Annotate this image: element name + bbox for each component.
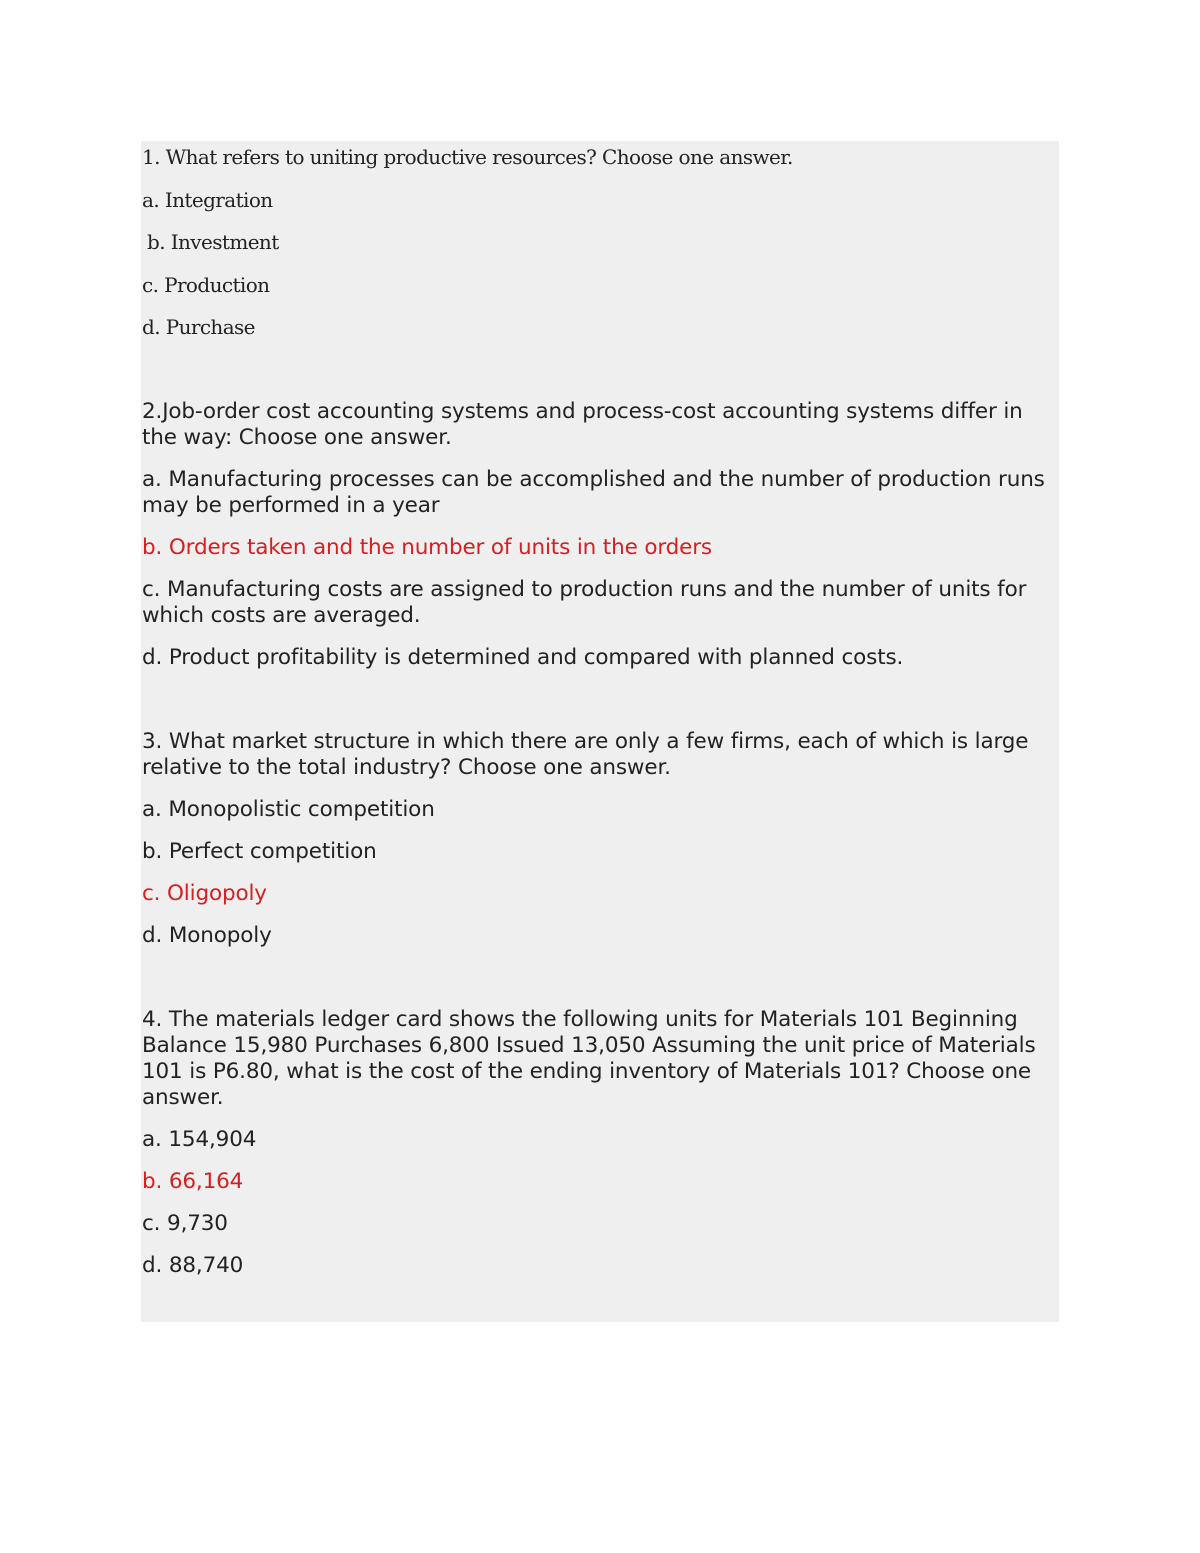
question-3-option-b: b. Perfect competition <box>142 839 377 864</box>
question-1-option-c: c. Production <box>142 272 270 297</box>
question-1-stem: 1. What refers to uniting productive resources? Choose one answer. <box>142 145 793 169</box>
question-4-option-c: c. 9,730 <box>142 1211 228 1236</box>
question-2-option-d: d. Product profitability is determined and compared with planned costs. <box>142 645 904 670</box>
question-2-stem: 2.Job-order cost accounting systems and process-cost accounting systems differ in the way: Choose one answer. <box>142 399 1023 450</box>
question-3 <box>142 729 1054 949</box>
question-4-stem: 4. The materials ledger card shows the following units for Materials 101 Beginning Balance 15,980 Purchases 6,800 Issued 13,050 Assuming the unit price of Materials 101 is P6.80, what is the cost of the ending inventory of Materials 101? Choose one answer. <box>142 1007 1036 1110</box>
question-3-stem: 3. What market structure in which there are only a few firms, each of which is large relative to the total industry? Choose one answer. <box>142 729 1029 780</box>
question-1-option-b: b. Investment <box>147 230 279 254</box>
question-4-option-a: a. 154,904 <box>142 1127 257 1152</box>
question-1-option-d: d. Purchase <box>142 315 255 339</box>
question-2-option-c: c. Manufacturing costs are assigned to production runs and the number of units for which costs are averaged. <box>142 577 1027 628</box>
question-4-option-b: b. 66,164 <box>142 1169 244 1194</box>
question-1-option-a: a. Integration <box>142 187 273 212</box>
question-3-option-a: a. Monopolistic competition <box>142 797 435 822</box>
question-2 <box>142 399 1054 671</box>
question-4 <box>142 1007 1054 1279</box>
question-2-option-b: b. Orders taken and the number of units in the orders <box>142 535 712 560</box>
question-2-option-a: a. Manufacturing processes can be accomplished and the number of production runs may be performed in a year <box>142 467 1045 518</box>
question-3-option-c: c. Oligopoly <box>142 881 267 906</box>
question-1 <box>142 143 1052 356</box>
question-4-option-d: d. 88,740 <box>142 1253 244 1278</box>
question-3-option-d: d. Monopoly <box>142 923 272 948</box>
